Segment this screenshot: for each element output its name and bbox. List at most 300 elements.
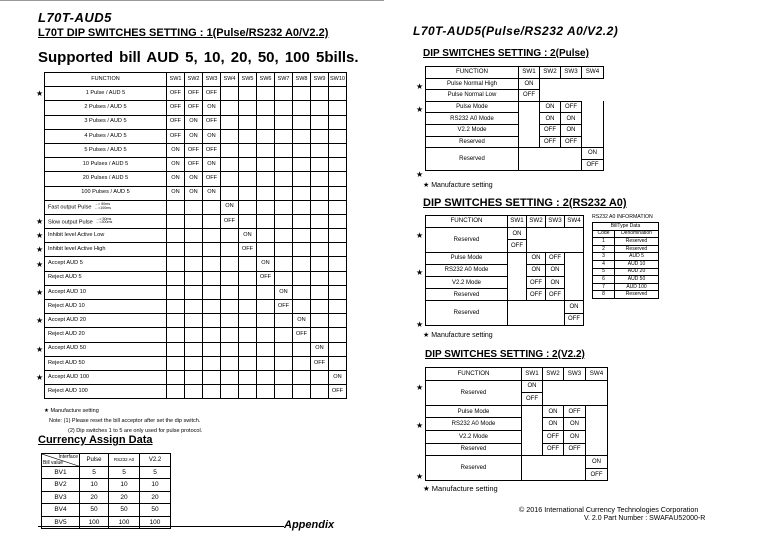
- empty-cell: [329, 328, 347, 342]
- row-label-text: Slow output Pulse: [48, 218, 93, 225]
- cell-value: 20: [80, 491, 109, 504]
- table-row: [45, 229, 347, 243]
- empty-cell: [239, 172, 257, 186]
- row-label: 2 Pulses / AUD 5: [45, 101, 167, 115]
- table-row: [426, 276, 584, 288]
- row-label: Reserved: [426, 443, 522, 456]
- cell-value: OFF: [203, 87, 221, 101]
- empty-cell: [185, 300, 203, 314]
- empty-cell: [239, 158, 257, 172]
- cell-value: ON: [522, 380, 543, 393]
- cell-value: ON: [527, 264, 546, 276]
- empty-cell: [275, 200, 293, 214]
- header-sw7: SW7: [275, 73, 293, 87]
- empty-cell: [311, 300, 329, 314]
- denomination-cell: AUD 10: [615, 260, 659, 268]
- row-label: Pulse Mode: [426, 405, 522, 418]
- star-icon: ★: [36, 344, 44, 354]
- empty-cell: [275, 385, 293, 399]
- empty-cell: [239, 271, 257, 285]
- empty-cell: [293, 356, 311, 370]
- table-row: [45, 370, 347, 384]
- denomination-cell: AUD 100: [615, 283, 659, 291]
- empty-cell: [239, 115, 257, 129]
- header-function: FUNCTION: [426, 67, 519, 79]
- cell-value: ON: [546, 276, 565, 288]
- table-row: [426, 252, 584, 264]
- empty-cell: [203, 214, 221, 228]
- empty-cell: [293, 158, 311, 172]
- cell-value: ON: [167, 143, 185, 157]
- empty-cell: [293, 243, 311, 257]
- cell-value: OFF: [540, 136, 561, 148]
- star-icon: ★: [36, 231, 44, 241]
- empty-cell: [311, 229, 329, 243]
- empty-cell: [508, 276, 527, 288]
- empty-cell: [293, 129, 311, 143]
- billtype-header: BillType Data: [593, 223, 659, 231]
- empty-cell: [329, 200, 347, 214]
- cell-value: OFF: [546, 289, 565, 301]
- empty-cell: [329, 87, 347, 101]
- bill-label: BV5: [42, 516, 80, 529]
- cell-value: OFF: [167, 101, 185, 115]
- notes: [44, 406, 202, 436]
- table-row: [45, 385, 347, 399]
- header-sw4: SW4: [565, 216, 584, 228]
- empty-cell: [257, 342, 275, 356]
- table-row: [426, 418, 608, 431]
- code-cell: 3: [593, 253, 615, 261]
- empty-cell: [275, 115, 293, 129]
- empty-cell: [522, 468, 586, 481]
- row-label: Reject AUD 20: [45, 328, 167, 342]
- empty-cell: [221, 229, 239, 243]
- empty-cell: [565, 276, 584, 288]
- copyright: © 2016 International Currency Technologies Corporation: [519, 505, 699, 514]
- header-function: FUNCTION: [45, 73, 167, 87]
- row-label: 100 Pulses / AUD 5: [45, 186, 167, 200]
- empty-cell: [586, 405, 608, 418]
- star-icon: ★: [416, 82, 424, 91]
- empty-cell: [185, 200, 203, 214]
- cell-value: OFF: [519, 90, 540, 102]
- cell-value: OFF: [329, 385, 347, 399]
- header-sw2: SW2: [527, 216, 546, 228]
- row-label: [45, 229, 167, 243]
- timing-note: [96, 218, 112, 226]
- cell-value: ON: [167, 172, 185, 186]
- row-label: Reject AUD 100: [45, 385, 167, 399]
- cell-value: ON: [257, 257, 275, 271]
- cell-value: 5: [140, 466, 171, 479]
- empty-cell: [329, 271, 347, 285]
- table-row: [593, 260, 659, 268]
- star-icon: ★: [416, 170, 424, 179]
- empty-cell: [239, 300, 257, 314]
- empty-cell: [275, 214, 293, 228]
- note-2: (2) Dip switches 1 to 5 are only used for pulse protocol.: [68, 428, 203, 434]
- empty-cell: [293, 172, 311, 186]
- cell-value: ON: [546, 264, 565, 276]
- empty-cell: [275, 229, 293, 243]
- col-rs232: RS232 A0: [109, 454, 140, 467]
- row-label: RS232 A0 Mode: [426, 418, 522, 431]
- cell-value: OFF: [185, 143, 203, 157]
- empty-cell: [185, 356, 203, 370]
- empty-cell: [582, 101, 604, 113]
- cell-value: ON: [564, 418, 586, 431]
- row-label: Reserved: [426, 136, 519, 148]
- table-row: [42, 504, 171, 517]
- table-row: [426, 101, 604, 113]
- cell-value: ON: [540, 113, 561, 125]
- cell-value: ON: [543, 405, 564, 418]
- empty-cell: [203, 285, 221, 299]
- empty-cell: [582, 124, 604, 136]
- cell-value: OFF: [311, 356, 329, 370]
- cell-value: OFF: [561, 136, 582, 148]
- code-cell: 8: [593, 291, 615, 299]
- empty-cell: [203, 243, 221, 257]
- table-row: [45, 257, 347, 271]
- empty-cell: [311, 243, 329, 257]
- row-label: [45, 200, 167, 214]
- empty-cell: [293, 214, 311, 228]
- empty-cell: [293, 87, 311, 101]
- empty-cell: [275, 328, 293, 342]
- empty-cell: [329, 229, 347, 243]
- table-row: [42, 491, 171, 504]
- cell-value: ON: [582, 148, 604, 160]
- empty-cell: [293, 285, 311, 299]
- cell-value: ON: [311, 342, 329, 356]
- row-label: Pulse Normal Low: [426, 90, 519, 102]
- table-row: [45, 356, 347, 370]
- empty-cell: [167, 370, 185, 384]
- empty-cell: [275, 158, 293, 172]
- empty-cell: [167, 300, 185, 314]
- table-row: [426, 124, 604, 136]
- cell-value: OFF: [167, 115, 185, 129]
- empty-cell: [293, 385, 311, 399]
- cell-value: 100: [140, 516, 171, 529]
- table-row: [426, 380, 608, 393]
- empty-cell: [508, 264, 527, 276]
- star-icon: ★: [416, 268, 424, 277]
- header-sw4: SW4: [586, 368, 608, 381]
- table-row: [45, 328, 347, 342]
- empty-cell: [239, 328, 257, 342]
- empty-cell: [275, 342, 293, 356]
- currency-assign-table: [41, 453, 171, 529]
- empty-cell: [293, 143, 311, 157]
- cell-value: OFF: [522, 393, 543, 406]
- cell-value: OFF: [508, 240, 527, 252]
- empty-cell: [293, 186, 311, 200]
- empty-cell: [221, 370, 239, 384]
- empty-cell: [239, 385, 257, 399]
- timing-note-1: →= 50ms: [95, 216, 112, 221]
- table-row: [45, 172, 347, 186]
- star-icon: ★: [416, 421, 424, 430]
- row-label: Accept AUD 20: [45, 314, 167, 328]
- empty-cell: [586, 443, 608, 456]
- empty-cell: [519, 124, 540, 136]
- header-sw2: SW2: [543, 368, 564, 381]
- col-code: Code: [593, 230, 615, 238]
- empty-cell: [329, 342, 347, 356]
- col-v22: V2.2: [140, 454, 171, 467]
- empty-cell: [239, 143, 257, 157]
- empty-cell: [221, 356, 239, 370]
- empty-cell: [203, 300, 221, 314]
- row-label: Reserved: [426, 456, 522, 481]
- row-label-text: Inhibit level Active High: [48, 246, 106, 253]
- empty-cell: [311, 101, 329, 115]
- empty-cell: [185, 285, 203, 299]
- empty-cell: [329, 300, 347, 314]
- empty-cell: [221, 328, 239, 342]
- timing-note: [95, 203, 111, 211]
- star-icon: ★: [36, 245, 44, 255]
- model-name: L70T-AUD5: [38, 10, 112, 25]
- pulse-section-title: DIP SWITCHES SETTING : 2(Pulse): [423, 48, 589, 59]
- empty-cell: [221, 385, 239, 399]
- table-row: [45, 158, 347, 172]
- empty-cell: [221, 271, 239, 285]
- row-label: 3 Pulses / AUD 5: [45, 115, 167, 129]
- empty-cell: [275, 101, 293, 115]
- header-sw10: SW10: [329, 73, 347, 87]
- empty-cell: [167, 328, 185, 342]
- table-row: [426, 405, 608, 418]
- pulse-dip-table: [425, 66, 604, 171]
- cell-value: OFF: [221, 214, 239, 228]
- cell-value: 100: [109, 516, 140, 529]
- note-1: Note: (1) Please reset the bill acceptor after set the dip switch.: [49, 418, 201, 424]
- right-page-title: L70T-AUD5(Pulse/RS232 A0/V2.2): [413, 24, 619, 38]
- cell-value: 5: [109, 466, 140, 479]
- empty-cell: [221, 158, 239, 172]
- header-sw2: SW2: [540, 67, 561, 79]
- cell-value: OFF: [561, 101, 582, 113]
- empty-cell: [293, 300, 311, 314]
- empty-cell: [239, 342, 257, 356]
- empty-cell: [257, 101, 275, 115]
- cell-value: ON: [203, 101, 221, 115]
- star-icon: ★: [416, 231, 424, 240]
- empty-cell: [329, 101, 347, 115]
- empty-cell: [257, 229, 275, 243]
- empty-cell: [293, 370, 311, 384]
- empty-cell: [329, 314, 347, 328]
- header-sw8: SW8: [293, 73, 311, 87]
- empty-cell: [311, 328, 329, 342]
- empty-cell: [540, 90, 561, 102]
- empty-cell: [167, 356, 185, 370]
- empty-cell: [543, 393, 608, 406]
- cell-value: 5: [80, 466, 109, 479]
- empty-cell: [519, 113, 540, 125]
- cell-value: ON: [167, 158, 185, 172]
- row-label: Pulse Mode: [426, 252, 508, 264]
- table-row: [45, 143, 347, 157]
- table-row: [593, 245, 659, 253]
- star-icon: ★: [416, 383, 424, 392]
- empty-cell: [257, 143, 275, 157]
- empty-cell: [185, 328, 203, 342]
- bill-value-label: Bill value: [43, 459, 64, 466]
- cell-value: ON: [167, 186, 185, 200]
- empty-cell: [185, 229, 203, 243]
- empty-cell: [508, 252, 527, 264]
- left-section-title: L70T DIP SWITCHES SETTING : 1(Pulse/RS232 A0/V2.2): [38, 27, 329, 39]
- empty-cell: [311, 129, 329, 143]
- empty-cell: [311, 271, 329, 285]
- cell-value: ON: [561, 113, 582, 125]
- v22-dip-table: [425, 367, 608, 481]
- empty-cell: [257, 214, 275, 228]
- empty-cell: [519, 101, 540, 113]
- empty-cell: [203, 229, 221, 243]
- cell-value: ON: [527, 252, 546, 264]
- empty-cell: [293, 342, 311, 356]
- rs232-info-label: RS232 A0 INFORMATION: [592, 214, 653, 220]
- table-header: [426, 216, 584, 228]
- header-function: FUNCTION: [426, 368, 522, 381]
- cell-value: OFF: [203, 172, 221, 186]
- row-label: 5 Pulses / AUD 5: [45, 143, 167, 157]
- rs232-info-table: [592, 222, 659, 299]
- cell-value: OFF: [565, 313, 584, 325]
- table-row: [45, 342, 347, 356]
- empty-cell: [311, 87, 329, 101]
- bottom-rule: [38, 526, 284, 527]
- empty-cell: [275, 271, 293, 285]
- row-label: Reject AUD 10: [45, 300, 167, 314]
- code-cell: 2: [593, 245, 615, 253]
- empty-cell: [293, 271, 311, 285]
- empty-cell: [257, 328, 275, 342]
- row-label: Accept AUD 10: [45, 285, 167, 299]
- star-icon: ★: [36, 217, 44, 226]
- v22-manufacture-note: ★ Manufacture setting: [423, 484, 498, 493]
- table-row: [426, 456, 608, 469]
- empty-cell: [221, 115, 239, 129]
- empty-cell: [527, 240, 584, 252]
- empty-cell: [275, 356, 293, 370]
- empty-cell: [275, 243, 293, 257]
- table-row: [426, 301, 584, 313]
- empty-cell: [275, 87, 293, 101]
- empty-cell: [582, 78, 604, 90]
- empty-cell: [257, 300, 275, 314]
- cell-value: OFF: [167, 129, 185, 143]
- code-cell: 4: [593, 260, 615, 268]
- header-sw9: SW9: [311, 73, 329, 87]
- cell-value: OFF: [564, 405, 586, 418]
- table-header: [45, 73, 347, 87]
- table-row: [45, 101, 347, 115]
- empty-cell: [293, 200, 311, 214]
- empty-cell: [185, 385, 203, 399]
- empty-cell: [185, 214, 203, 228]
- row-label: V2.2 Mode: [426, 124, 519, 136]
- header-sw3: SW3: [546, 216, 565, 228]
- rs232-section-title: DIP SWITCHES SETTING : 2(RS232 A0): [423, 197, 627, 209]
- empty-cell: [522, 443, 543, 456]
- timing-note-2: ←=300ms: [95, 220, 113, 225]
- empty-cell: [275, 172, 293, 186]
- cell-value: 10: [80, 479, 109, 492]
- bill-label: BV4: [42, 504, 80, 517]
- empty-cell: [185, 243, 203, 257]
- header-sw6: SW6: [257, 73, 275, 87]
- empty-cell: [203, 328, 221, 342]
- header-sw1: SW1: [508, 216, 527, 228]
- empty-cell: [329, 158, 347, 172]
- table-row: [45, 115, 347, 129]
- bill-label: BV1: [42, 466, 80, 479]
- header-sw3: SW3: [564, 368, 586, 381]
- rs232-dip-table: [425, 215, 584, 326]
- empty-cell: [582, 136, 604, 148]
- empty-cell: [311, 285, 329, 299]
- cell-value: OFF: [564, 443, 586, 456]
- empty-cell: [239, 314, 257, 328]
- cell-value: OFF: [275, 300, 293, 314]
- empty-cell: [329, 214, 347, 228]
- empty-cell: [329, 172, 347, 186]
- header-sw5: SW5: [239, 73, 257, 87]
- empty-cell: [203, 385, 221, 399]
- empty-cell: [185, 271, 203, 285]
- table-row: [593, 283, 659, 291]
- empty-cell: [239, 186, 257, 200]
- cell-value: OFF: [543, 443, 564, 456]
- empty-cell: [257, 172, 275, 186]
- empty-cell: [311, 214, 329, 228]
- empty-cell: [221, 129, 239, 143]
- empty-cell: [203, 200, 221, 214]
- denomination-cell: AUD 5: [615, 253, 659, 261]
- table-row: [593, 291, 659, 299]
- denomination-cell: Reserved: [615, 291, 659, 299]
- empty-cell: [257, 200, 275, 214]
- empty-cell: [565, 264, 584, 276]
- empty-cell: [508, 313, 565, 325]
- row-label: Reserved: [426, 228, 508, 252]
- table-row: [593, 253, 659, 261]
- manufacture-setting-note: ★ Manufacture setting: [44, 408, 99, 414]
- empty-cell: [221, 143, 239, 157]
- empty-cell: [275, 129, 293, 143]
- table-row: [426, 289, 584, 301]
- table-row: [426, 113, 604, 125]
- table-row: [426, 264, 584, 276]
- code-cell: 7: [593, 283, 615, 291]
- empty-cell: [522, 405, 543, 418]
- empty-cell: [185, 342, 203, 356]
- empty-cell: [329, 285, 347, 299]
- appendix-label: Appendix: [284, 519, 335, 531]
- empty-cell: [311, 186, 329, 200]
- empty-cell: [167, 342, 185, 356]
- table-header: [426, 368, 608, 381]
- empty-cell: [221, 300, 239, 314]
- table-row: [45, 214, 347, 228]
